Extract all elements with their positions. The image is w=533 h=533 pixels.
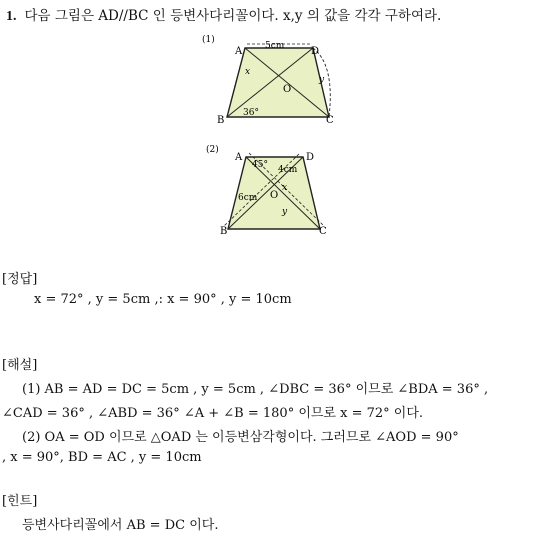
figure-2 xyxy=(200,142,340,242)
fig1-y: y xyxy=(319,75,325,85)
fig2-C: C xyxy=(319,226,327,237)
question-text: 다음 그림은 AD//BC 인 등변사다리꼴이다. x,y 의 값을 각각 구하여라. xyxy=(24,8,442,24)
fig1-x: x xyxy=(245,67,251,77)
explanation-line-2: ∠CAD = 36° , ∠ABD = 36° ∠A + ∠B = 180° 이므로 x = 72° 이다. xyxy=(2,406,424,421)
fig1-top: 5cm xyxy=(265,41,285,51)
fig2-x: x xyxy=(282,183,288,193)
explanation-line-3: (2) OA = OD 이므로 △OAD 는 이등변삼각형이다. 그러므로 ∠AOD = 90° xyxy=(22,430,459,445)
answer-text: x = 72° , y = 5cm ,: x = 90° , y = 10cm xyxy=(34,292,292,307)
fig1-O: O xyxy=(283,84,292,95)
answer-heading: [정답] xyxy=(2,272,38,287)
fig1-A: A xyxy=(235,46,243,57)
fig2-A: A xyxy=(235,152,243,163)
explanation-line-4: , x = 90°, BD = AC , y = 10cm xyxy=(2,450,202,465)
figure-1 xyxy=(195,30,340,130)
hint-text: 등변사다리꼴에서 AB = DC 이다. xyxy=(22,518,219,533)
fig1-D: D xyxy=(311,46,320,57)
explanation-line-1: (1) AB = AD = DC = 5cm , y = 5cm , ∠DBC = 36° 이므로 ∠BDA = 36° , xyxy=(22,382,489,397)
fig1-B: B xyxy=(217,115,225,126)
fig2-y: y xyxy=(282,207,288,217)
fig2-B: B xyxy=(220,226,228,237)
hint-heading: [힌트] xyxy=(2,494,38,509)
fig2-tag: (2) xyxy=(206,145,219,155)
fig2-O: O xyxy=(270,190,279,201)
fig2-len2: 6cm xyxy=(238,193,258,203)
fig1-C: C xyxy=(326,115,334,126)
explanation-heading: [해설] xyxy=(2,358,38,373)
fig2-angle: 45° xyxy=(252,160,268,170)
fig1-angle: 36° xyxy=(243,108,259,118)
figure-1-svg xyxy=(195,30,340,130)
figure-2-svg xyxy=(200,142,340,242)
question-number: 1. xyxy=(6,9,17,24)
fig2-D: D xyxy=(306,152,315,163)
fig1-tag: (1) xyxy=(202,35,215,45)
fig2-len1: 4cm xyxy=(278,165,298,175)
question xyxy=(6,4,441,25)
